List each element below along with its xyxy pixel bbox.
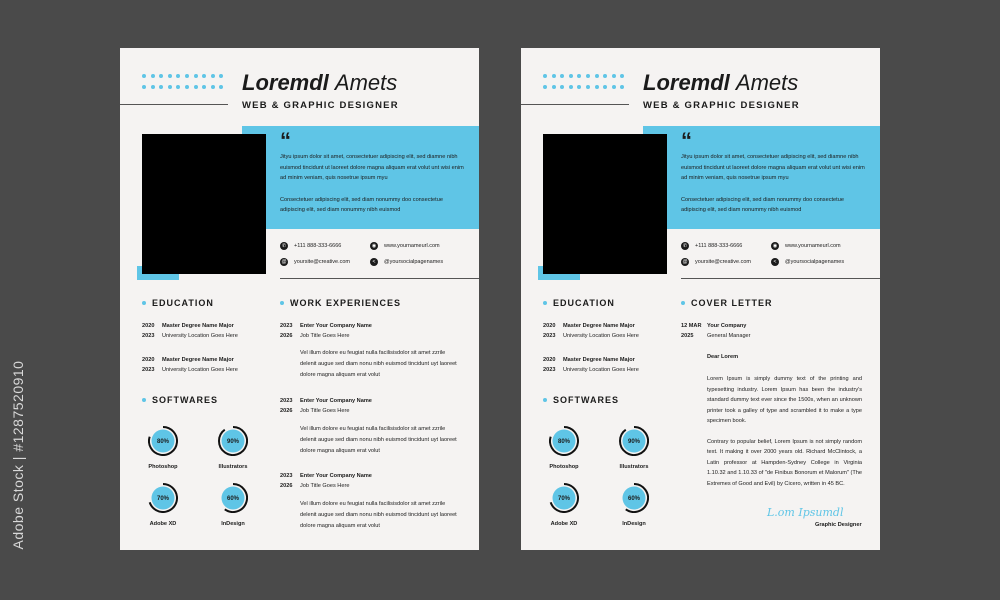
cover-letter-heading: COVER LETTER [681,298,773,308]
skill-percent: 70% [156,496,170,502]
profile-summary: Jityu ipsum dolor sit amet, consectetuer adipiscing elit, sed diamne nibh euismod tincidunt ut laoreet dolore magna aliquam erat volut unt wisi enim ad minim veniam, quis nosetrue ipsum myu Consectetuer adipiscing elit, sed diam nonummy doo consectetue adipiscing elit, sed diam nonummy nibh euismod [681,154,865,213]
softwares-heading: SOFTWARES [543,395,619,405]
cover-recipient: 12 MAR 2025 Your Company General Manager [681,323,751,339]
skill-ring [148,483,178,513]
contact-phone: ✆ +111 888-333-6666 [682,243,743,249]
profile-photo [543,134,667,274]
skill-photoshop: 80% Photoshop [133,426,193,470]
phone-icon: ✆ [682,243,688,249]
education-heading: EDUCATION [543,298,615,308]
profile-summary: Jityu ipsum dolor sit amet, consectetuer adipiscing elit, sed diamne nibh euismod tincidunt ut laoreet dolore magna aliquam erat volut unt wisi enim ad minim veniam, quis nosetrue ipsum myu Consectetuer adipiscing elit, sed diam nonummy doo consectetue adipiscing elit, sed diam nonummy nibh euismod [280,154,464,213]
email-icon: @ [682,259,688,265]
stock-watermark [8,320,28,590]
skill-illustrator: 90% Illustrators [203,426,263,470]
contact-email: @ yoursite@creative.com [281,259,351,265]
education-item: 2020 2023 Master Degree Name Major University Location Goes Here [142,357,238,373]
contact-web: ◉ www.yournameurl.com [772,243,841,249]
divider [681,278,880,279]
contact-social: < @yoursocialpagenames [370,258,443,266]
work-heading: WORK EXPERIENCES [280,298,401,308]
resume-page [120,48,479,550]
skill-percent: 60% [627,496,641,502]
education-item: 2020 2023 Master Degree Name Major University Location Goes Here [142,323,238,339]
work-description: Vel illum dolore eu feugiat nulla facilisisdolor sit amet zzrile delenit augue sed diam nonu nibh euismod tincidunt uyt laoreet dolore magna aliquam erat volut [300,350,457,378]
candidate-role: WEB & GRAPHIC DESIGNER [242,100,399,111]
skill-ring [619,483,649,513]
quote-icon: “ [681,128,692,153]
globe-icon: ◉ [772,243,778,249]
work-description: Vel illum dolore eu feugiat nulla facilisisdolor sit amet zzrile delenit augue sed diam nonu nibh euismod tincidunt uyt laoreet dolore magna aliquam erat volut [300,501,457,529]
contact-social: < @yoursocialpagenames [771,258,844,266]
contact-phone: ✆ +111 888-333-6666 [281,243,342,249]
skill-adobe-xd: 70% Adobe XD [133,483,193,527]
cover-greeting: Dear Lorem [707,354,739,360]
contact-email: @ yoursite@creative.com [682,259,752,265]
skill-indesign: 60% InDesign [604,483,664,527]
education-heading: EDUCATION [142,298,214,308]
skill-illustrator: 90% Illustrators [604,426,664,470]
education-item: 2020 2023 Master Degree Name Major University Location Goes Here [543,323,639,339]
work-item: 2023 2026 Enter Your Company Name Job Title Goes Here [280,398,372,414]
profile-photo [142,134,266,274]
work-item: 2023 2026 Enter Your Company Name Job Title Goes Here [280,323,372,339]
candidate-name: Loremdl Amets [643,70,799,95]
quote-icon: “ [280,128,291,153]
skill-adobe-xd: 70% Adobe XD [534,483,594,527]
dot-pattern [543,74,629,92]
education-item: 2020 2023 Master Degree Name Major University Location Goes Here [543,357,639,373]
share-icon: < [771,258,779,266]
skill-percent: 70% [557,496,571,502]
skill-ring [549,483,579,513]
skill-ring [148,426,178,456]
candidate-role: WEB & GRAPHIC DESIGNER [643,100,800,111]
candidate-name: Loremdl Amets [242,70,398,95]
signature: L.om Ipsumdl [767,506,844,519]
skill-percent: 60% [226,496,240,502]
cover-body: Lorem Ipsum is simply dummy text of the printing and typesetting industry. Lorem Ipsum has been the industry's standard dummy text ever since the 1500s, when an unknown printer took a galley of type and scrambled it to make a type specimen book. Contrary to popular belief, Lorem Ipsum is not simply random text. It making it over 2000 years old. Richard McClintock, a Latin professor at Hampden-Sydney College in Virginia 1.10.32 and 1.10.33 of "de Finibus Bonorum et Malorum" (The Extremes of Good and Evil) by Cicero, written in 45 BC. [707,376,862,487]
contact-web: ◉ www.yournameurl.com [371,243,440,249]
skill-photoshop: 80% Photoshop [534,426,594,470]
email-icon: @ [281,259,287,265]
skill-percent: 90% [627,439,641,445]
work-item: 2023 2026 Enter Your Company Name Job Title Goes Here [280,473,372,489]
share-icon: < [370,258,378,266]
divider [120,104,228,105]
work-description: Vel illum dolore eu feugiat nulla facilisisdolor sit amet zzrile delenit augue sed diam nonu nibh euismod tincidunt uyt laoreet dolore magna aliquam erat volut [300,426,457,454]
divider [521,104,629,105]
softwares-heading: SOFTWARES [142,395,218,405]
stock-watermark-text: Adobe Stock | #1287520910 [10,360,26,550]
skill-indesign: 60% InDesign [203,483,263,527]
cover-letter-page [521,48,880,550]
dot-pattern [142,74,228,92]
skill-ring [218,426,248,456]
divider [280,278,479,279]
skill-percent: 80% [557,439,571,445]
phone-icon: ✆ [281,243,287,249]
globe-icon: ◉ [371,243,377,249]
skill-ring [549,426,579,456]
skill-percent: 80% [156,439,170,445]
signature-role: Graphic Designer [815,522,862,528]
skill-percent: 90% [226,439,240,445]
skill-ring [218,483,248,513]
skill-ring [619,426,649,456]
